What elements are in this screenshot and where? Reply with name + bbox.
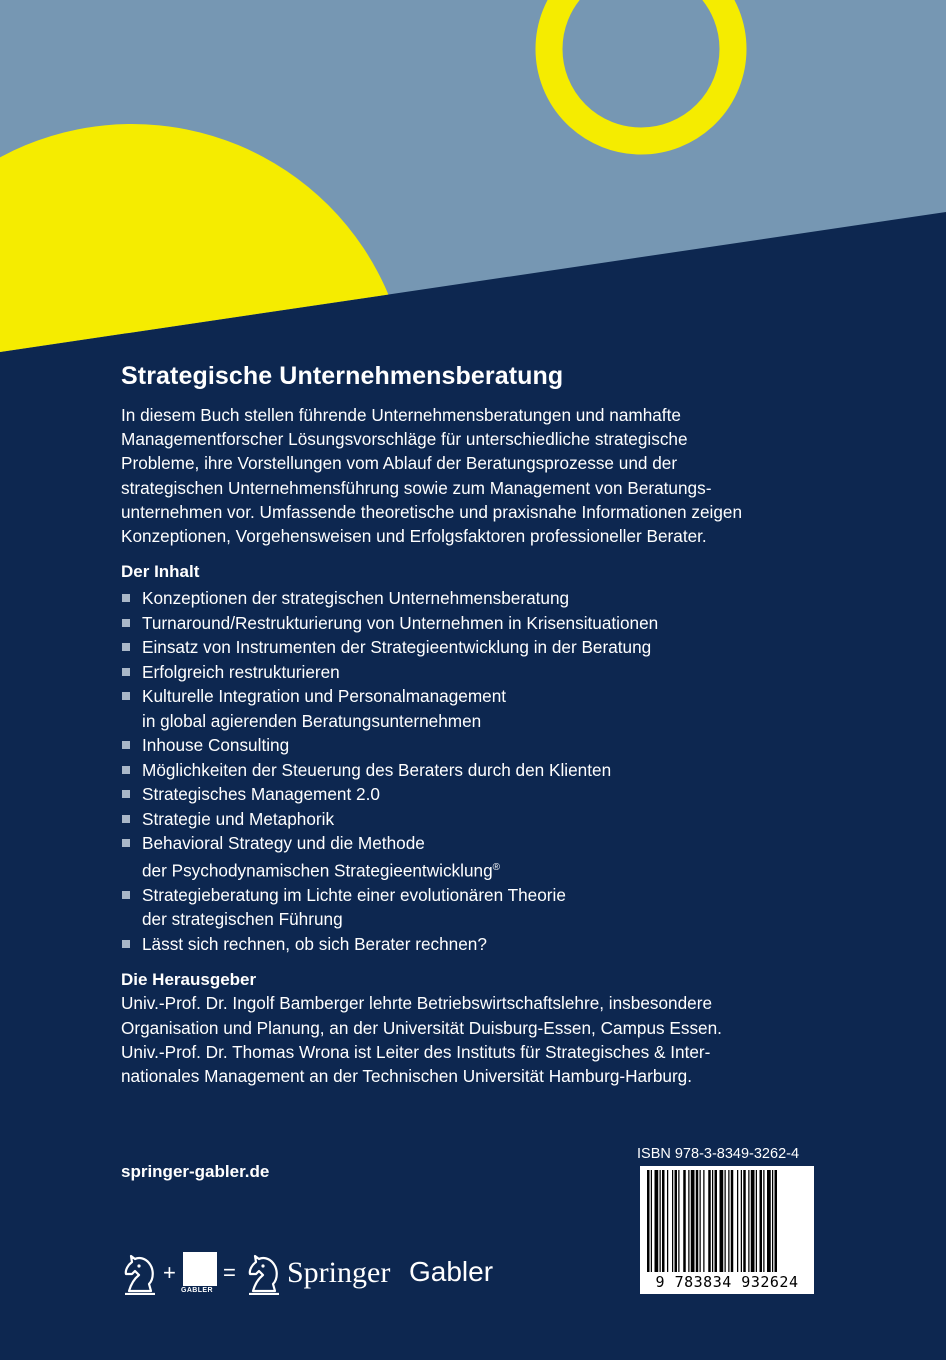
intro-line: Managementforscher Lösungsvorschläge für unterschiedliche strategische <box>121 429 688 450</box>
contents-item <box>121 932 821 957</box>
barcode-bar <box>683 1170 686 1272</box>
plus-sign: + <box>163 1260 176 1285</box>
contents-heading: Der Inhalt <box>121 562 200 582</box>
intro-line: Probleme, ihre Vorstellungen vom Ablauf der Beratungsprozesse und der <box>121 453 678 474</box>
barcode-bar <box>691 1170 695 1272</box>
intro-line: strategischen Unternehmensführung sowie zum Management von Beratungs- <box>121 477 712 498</box>
barcode-bar <box>767 1170 771 1272</box>
contents-item-line-text: in global agierenden Beratungsunternehmen <box>142 710 482 731</box>
barcode-bar <box>678 1170 679 1272</box>
springer-knight-icon <box>121 1253 159 1295</box>
contents-item-line: Strategieberatung im Lichte einer evolutionären Theorie <box>142 884 566 905</box>
contents-item-line <box>142 907 821 932</box>
editors-line: Univ.-Prof. Dr. Ingolf Bamberger lehrte Betriebswirtschaftslehre, insbesondere <box>121 993 713 1014</box>
isbn-label: ISBN 978-3-8349-3262-4 <box>637 1146 800 1162</box>
barcode-bar <box>651 1170 652 1272</box>
contents-item-line: Strategisches Management 2.0 <box>142 784 380 805</box>
square-bullet-icon <box>122 643 130 651</box>
gabler-wordmark: Gabler <box>409 1256 494 1287</box>
contents-item <box>121 782 821 807</box>
editors-line: Organisation und Planung, an der Universität Duisburg-Essen, Campus Essen. <box>121 1017 722 1038</box>
contents-item-line: Möglichkeiten der Steuerung des Beraters durch den Klienten <box>142 759 612 780</box>
square-bullet-icon <box>122 619 130 627</box>
barcode-bar <box>772 1170 773 1272</box>
springer-wordmark: Springer <box>287 1256 391 1289</box>
barcode-bar <box>700 1170 701 1272</box>
barcode-bar <box>725 1170 726 1272</box>
springer-knight-icon <box>245 1253 283 1295</box>
barcode-bar <box>775 1170 778 1272</box>
barcode-bar <box>662 1170 665 1272</box>
barcode-bar <box>712 1170 713 1272</box>
contents-item <box>121 758 821 783</box>
square-bullet-icon <box>122 594 130 602</box>
contents-item-line: Behavioral Strategy und die Methode <box>142 833 425 854</box>
square-bullet-icon <box>122 891 130 899</box>
barcode <box>640 1166 814 1294</box>
barcode-bar <box>655 1170 659 1272</box>
contents-item <box>121 660 821 685</box>
square-bullet-icon <box>122 940 130 948</box>
square-bullet-icon <box>122 839 130 847</box>
contents-item-line: Turnaround/Restrukturierung von Unternehmen in Krisensituationen <box>142 612 659 633</box>
barcode-bar <box>763 1170 764 1272</box>
intro-line: Konzeptionen, Vorgehensweisen und Erfolgsfaktoren professioneller Berater. <box>121 526 707 547</box>
editors-heading: Die Herausgeber <box>121 970 257 990</box>
contents-item-line: Strategie und Metaphorik <box>142 808 335 829</box>
contents-item-line <box>142 856 821 883</box>
gabler-small-label: GABLER <box>181 1287 213 1294</box>
equals-sign: = <box>223 1260 236 1285</box>
barcode-bar <box>751 1170 755 1272</box>
gabler-square-icon <box>183 1252 217 1296</box>
barcode-bar <box>708 1170 711 1272</box>
contents-item <box>121 586 821 611</box>
barcode-bar <box>731 1170 734 1272</box>
barcode-bar <box>647 1170 650 1272</box>
registered-mark: ® <box>492 861 500 873</box>
intro-line: unternehmen vor. Umfassende theoretische und praxisnahe Informationen zeigen <box>121 501 743 522</box>
contents-item <box>121 883 821 932</box>
square-bullet-icon <box>122 668 130 676</box>
contents-item <box>121 635 821 660</box>
barcode-bar <box>728 1170 729 1272</box>
editors-line: nationales Management an der Technischen Universität Hamburg-Harburg. <box>121 1066 692 1087</box>
gabler-square <box>183 1252 217 1286</box>
contents-item-line-text: der Psychodynamischen Strategieentwicklung <box>142 860 493 881</box>
barcode-bar <box>672 1170 673 1272</box>
barcode-bar <box>743 1170 746 1272</box>
barcode-bar <box>760 1170 763 1272</box>
contents-item <box>121 684 821 733</box>
square-bullet-icon <box>122 766 130 774</box>
contents-item <box>121 611 821 636</box>
editors-paragraph <box>121 991 821 1088</box>
website-link[interactable]: springer-gabler.de <box>121 1162 270 1181</box>
barcode-bar <box>715 1170 718 1272</box>
barcode-bar <box>720 1170 724 1272</box>
barcode-bar <box>675 1170 678 1272</box>
intro-line: In diesem Buch stellen führende Unternehmensberatungen und namhafte <box>121 405 681 425</box>
square-bullet-icon <box>122 815 130 823</box>
contents-item <box>121 733 821 758</box>
barcode-bar <box>756 1170 757 1272</box>
square-bullet-icon <box>122 692 130 700</box>
square-bullet-icon <box>122 790 130 798</box>
contents-item-line: Konzeptionen der strategischen Unternehmensberatung <box>142 588 570 609</box>
barcode-bar <box>748 1170 749 1272</box>
contents-item <box>121 807 821 832</box>
book-title: Strategische Unternehmensberatung <box>121 362 564 390</box>
barcode-digits: 9 783834 932624 <box>655 1273 799 1291</box>
contents-list <box>121 586 821 956</box>
contents-item-line: Erfolgreich restrukturieren <box>142 661 340 682</box>
contents-item-line-text: der strategischen Führung <box>142 909 343 930</box>
main-text <box>121 362 821 1088</box>
barcode-bar <box>703 1170 704 1272</box>
square-bullet-icon <box>122 741 130 749</box>
publisher-logos <box>121 1248 501 1298</box>
barcode-bar <box>667 1170 668 1272</box>
intro-paragraph <box>121 403 821 548</box>
contents-item-line: Lässt sich rechnen, ob sich Berater rechnen? <box>142 933 487 954</box>
contents-item-line <box>142 709 821 734</box>
contents-item-line: Inhouse Consulting <box>142 735 290 756</box>
barcode-bar <box>688 1170 689 1272</box>
contents-item-line: Kulturelle Integration und Personalmanagement <box>142 686 507 707</box>
barcode-bar <box>737 1170 738 1272</box>
contents-item-line: Einsatz von Instrumenten der Strategieentwicklung in der Beratung <box>142 637 652 658</box>
barcode-bar <box>660 1170 661 1272</box>
barcode-bar <box>696 1170 699 1272</box>
barcode-bar <box>741 1170 742 1272</box>
contents-item <box>121 831 821 883</box>
editors-line: Univ.-Prof. Dr. Thomas Wrona ist Leiter des Instituts für Strategisches & Inter- <box>121 1041 711 1062</box>
